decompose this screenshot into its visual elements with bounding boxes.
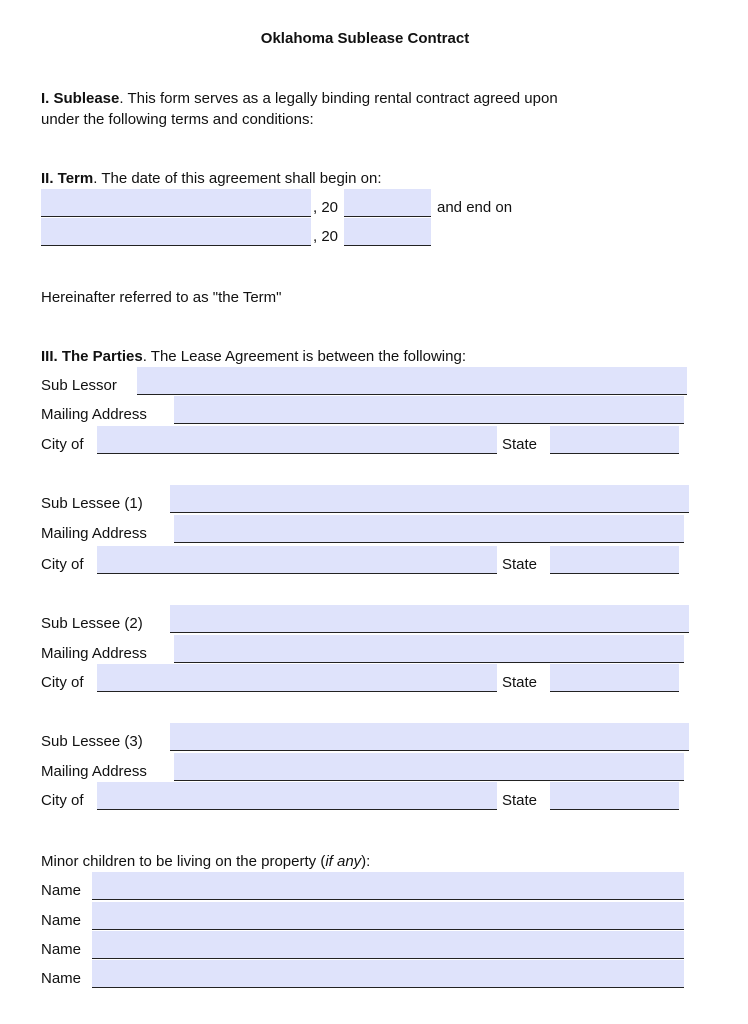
sub-lessee1-city-field[interactable] [97, 546, 497, 574]
sub-lessee1-city-label: City of [41, 556, 84, 573]
minor-name-field-1[interactable] [92, 872, 684, 900]
parties-text: . The Lease Agreement is between the following: [142, 348, 466, 365]
sub-lessee3-field[interactable] [170, 723, 689, 751]
parties-heading: III. The Parties [41, 348, 143, 365]
sub-lessee2-label: Sub Lessee (2) [41, 615, 143, 632]
sub-lessor-state-label: State [502, 436, 538, 453]
sub-lessor-field[interactable] [137, 367, 687, 395]
term-text: . The date of this agreement shall begin on: [93, 170, 382, 187]
sub-lessee3-city-label: City of [41, 792, 84, 809]
sub-lessee2-state-field[interactable] [550, 664, 679, 692]
sub-lessee1-state-label: State [502, 556, 538, 573]
sublease-paragraph [41, 90, 558, 108]
sub-lessor-mailing-label: Mailing Address [41, 406, 147, 423]
sublease-text-line1: . This form serves as a legally binding rental contract agreed upon [119, 90, 558, 107]
parties-paragraph [41, 348, 466, 366]
minors-close: ): [361, 853, 371, 870]
minor-name-field-2[interactable] [92, 902, 684, 930]
sub-lessee1-mailing-field[interactable] [174, 515, 684, 543]
sub-lessee1-label: Sub Lessee (1) [41, 495, 143, 512]
sub-lessee3-state-label: State [502, 792, 538, 809]
and-end-on-label: and end on [437, 199, 513, 216]
minor-name-label-3: Name [41, 941, 82, 958]
sub-lessee2-city-label: City of [41, 674, 84, 691]
sub-lessee2-mailing-field[interactable] [174, 635, 684, 663]
term-heading: II. Term [41, 170, 94, 187]
minor-name-field-4[interactable] [92, 960, 684, 988]
minors-if-any: if any [325, 853, 362, 870]
minors-text: Minor children to be living on the property ( [41, 853, 326, 870]
term-start-date-field[interactable] [41, 189, 311, 217]
sub-lessee3-city-field[interactable] [97, 782, 497, 810]
sub-lessee3-label: Sub Lessee (3) [41, 733, 143, 750]
minor-name-label-2: Name [41, 912, 82, 929]
sub-lessor-mailing-field[interactable] [174, 396, 684, 424]
sub-lessee1-state-field[interactable] [550, 546, 679, 574]
sub-lessor-state-field[interactable] [550, 426, 679, 454]
sub-lessee3-mailing-label: Mailing Address [41, 763, 147, 780]
sub-lessee1-mailing-label: Mailing Address [41, 525, 147, 542]
term-paragraph [41, 170, 382, 188]
sub-lessee3-state-field[interactable] [550, 782, 679, 810]
term-end-date-field[interactable] [41, 218, 311, 246]
hereinafter-text: Hereinafter referred to as "the Term" [41, 289, 282, 306]
sublease-heading: I. Sublease [41, 90, 120, 107]
sub-lessee2-field[interactable] [170, 605, 689, 633]
sub-lessee3-mailing-field[interactable] [174, 753, 684, 781]
minor-name-label-1: Name [41, 882, 82, 899]
term-end-year-field[interactable] [344, 218, 431, 246]
sub-lessor-city-field[interactable] [97, 426, 497, 454]
term-end-year-prefix: , 20 [313, 228, 339, 245]
sub-lessee2-city-field[interactable] [97, 664, 497, 692]
minor-name-label-4: Name [41, 970, 82, 987]
sub-lessee2-mailing-label: Mailing Address [41, 645, 147, 662]
sublease-text-line2: under the following terms and conditions: [41, 111, 314, 128]
sub-lessor-city-label: City of [41, 436, 84, 453]
minors-paragraph [41, 853, 370, 871]
document-title: Oklahoma Sublease Contract [260, 30, 470, 47]
sub-lessee1-field[interactable] [170, 485, 689, 513]
sub-lessee2-state-label: State [502, 674, 538, 691]
minor-name-field-3[interactable] [92, 931, 684, 959]
term-start-year-prefix: , 20 [313, 199, 339, 216]
sub-lessor-label: Sub Lessor [41, 377, 117, 394]
term-start-year-field[interactable] [344, 189, 431, 217]
